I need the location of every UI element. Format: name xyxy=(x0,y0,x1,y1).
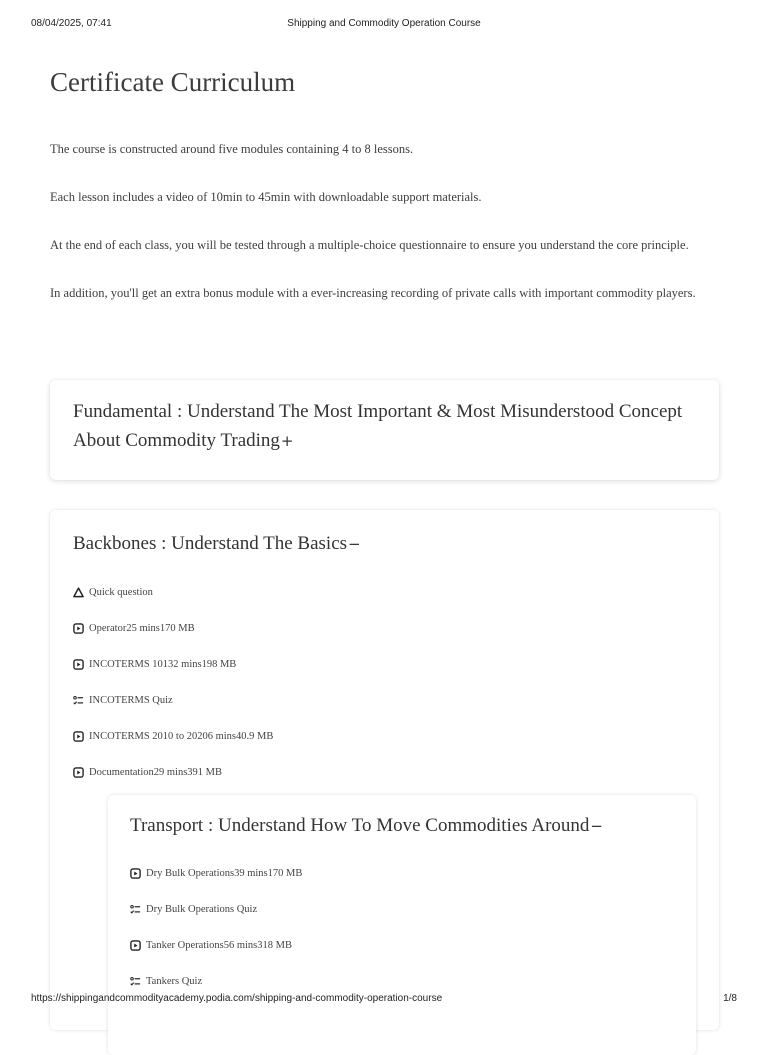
expand-toggle[interactable]: + xyxy=(280,432,294,450)
quiz-icon xyxy=(130,976,146,987)
module-title[interactable] xyxy=(130,811,603,841)
intro-paragraph: In addition, you'll get an extra bonus module with a ever-increasing recording of private calls with important commodity players. xyxy=(50,286,696,300)
lesson-item[interactable] xyxy=(130,927,302,963)
video-icon xyxy=(130,868,146,879)
lesson-label: INCOTERMS 10132 mins198 MB xyxy=(89,658,237,670)
lesson-item[interactable] xyxy=(73,718,273,754)
intro-paragraph: Each lesson includes a video of 10min to 45min with downloadable support materials. xyxy=(50,190,482,204)
lesson-label: Dry Bulk Operations39 mins170 MB xyxy=(146,867,303,879)
quiz-icon xyxy=(130,904,146,915)
question-icon xyxy=(73,587,89,598)
print-date: 08/04/2025, 07:41 xyxy=(31,18,112,29)
lesson-label: Tanker Operations56 mins318 MB xyxy=(146,939,292,951)
lesson-item[interactable] xyxy=(73,646,273,682)
video-icon xyxy=(73,659,89,670)
module-title[interactable] xyxy=(73,397,703,456)
lesson-item[interactable] xyxy=(73,754,273,790)
video-icon xyxy=(73,731,89,742)
module-title-text: Fundamental : Understand The Most Important & Most Misunderstood Concept About Commodity Trading xyxy=(73,401,683,451)
lesson-label: Quick question xyxy=(89,586,153,598)
print-footer xyxy=(0,993,768,1009)
lesson-item[interactable] xyxy=(130,891,302,927)
module-backbones xyxy=(50,510,719,1030)
video-icon xyxy=(73,767,89,778)
page-number: 1/8 xyxy=(723,993,737,1004)
module-title-text: Transport : Understand How To Move Commodities Around xyxy=(130,815,590,836)
intro-paragraph: At the end of each class, you will be tested through a multiple-choice questionnaire to ensure you understand the core principle. xyxy=(50,238,689,252)
lesson-label: Documentation29 mins391 MB xyxy=(89,766,222,778)
print-header xyxy=(0,18,768,34)
print-document-title: Shipping and Commodity Operation Course xyxy=(287,18,481,29)
lesson-label: Dry Bulk Operations Quiz xyxy=(146,903,258,915)
lesson-item[interactable] xyxy=(73,610,273,646)
collapse-toggle[interactable]: − xyxy=(590,817,603,835)
video-icon xyxy=(130,940,146,951)
quiz-icon xyxy=(73,695,89,706)
lesson-list xyxy=(73,574,273,790)
video-icon xyxy=(73,623,89,634)
course-intro xyxy=(50,137,720,305)
lesson-label: Operator25 mins170 MB xyxy=(89,622,195,634)
module-title-text: Backbones : Understand The Basics xyxy=(73,533,348,554)
module-transport xyxy=(108,795,696,1055)
lesson-label: INCOTERMS 2010 to 20206 mins40.9 MB xyxy=(89,730,274,742)
module-fundamental[interactable] xyxy=(50,380,719,480)
collapse-toggle[interactable]: − xyxy=(348,535,361,553)
module-title[interactable] xyxy=(73,529,361,559)
lesson-item[interactable] xyxy=(130,855,302,891)
lesson-item[interactable] xyxy=(73,574,273,610)
lesson-label: INCOTERMS Quiz xyxy=(89,694,173,706)
lesson-item[interactable] xyxy=(73,682,273,718)
intro-paragraph: The course is constructed around five modules containing 4 to 8 lessons. xyxy=(50,142,414,156)
lesson-list xyxy=(130,855,302,999)
page-url: https://shippingandcommodityacademy.podia.com/shipping-and-commodity-operation-course xyxy=(31,993,443,1004)
lesson-label: Tankers Quiz xyxy=(146,975,203,987)
page-title: Certificate Curriculum xyxy=(50,67,296,97)
